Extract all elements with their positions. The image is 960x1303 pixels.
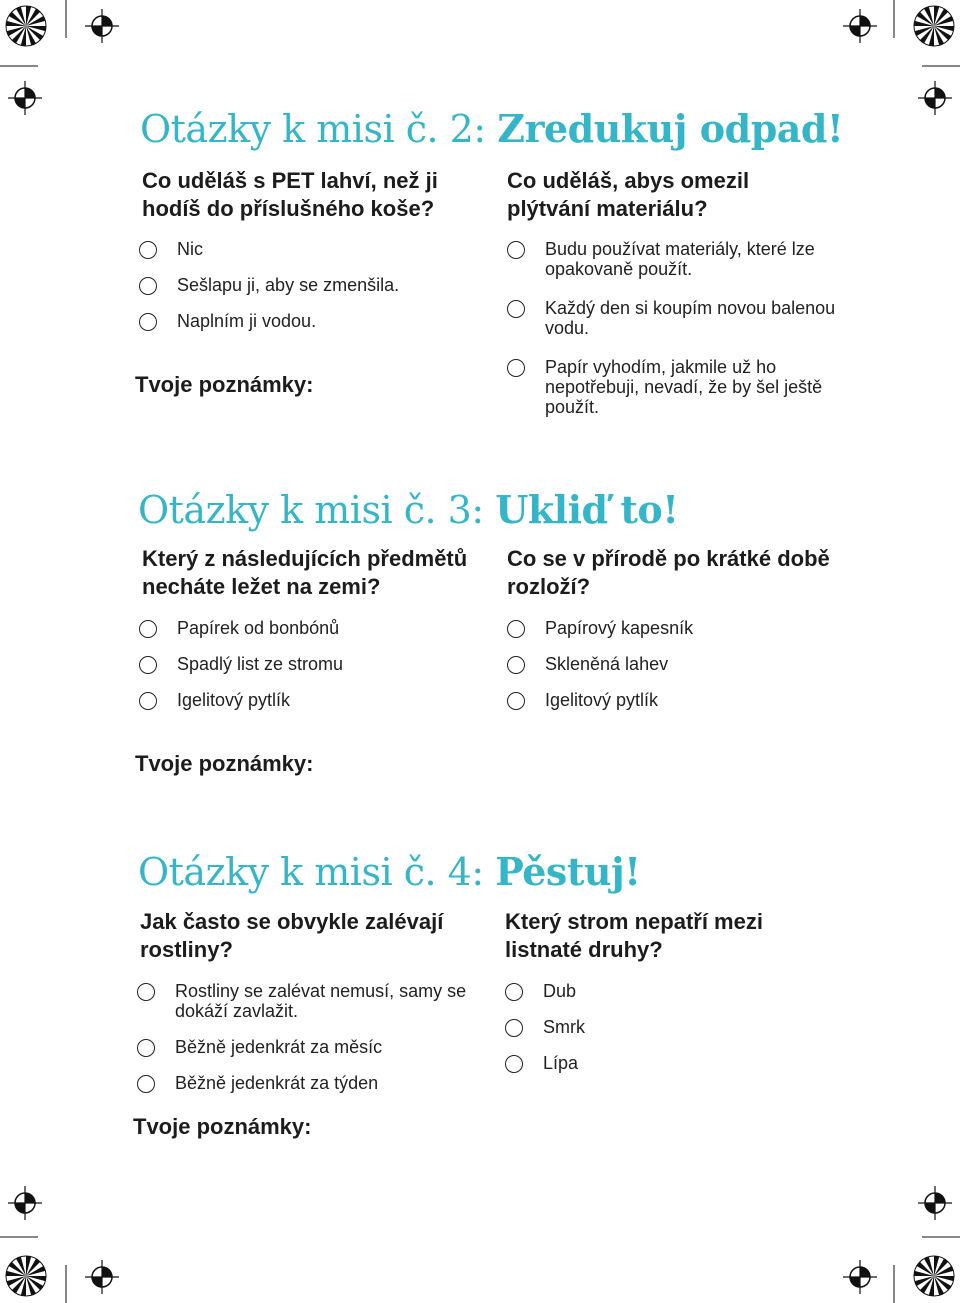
- radio-button[interactable]: [139, 277, 157, 295]
- radio-button[interactable]: [137, 983, 155, 1001]
- question-heading: Co se v přírodě po krátké době rozloží?: [507, 546, 830, 599]
- answer-label: Smrk: [543, 1017, 585, 1037]
- answer-option[interactable]: [139, 239, 469, 259]
- answer-option[interactable]: [139, 618, 469, 638]
- answer-label: Běžně jedenkrát za týden: [175, 1073, 379, 1093]
- answer-options: [137, 981, 497, 1093]
- radio-button[interactable]: [137, 1039, 155, 1057]
- mission-2-title: [140, 106, 843, 151]
- radio-button[interactable]: [505, 1055, 523, 1073]
- answer-label: Papír vyhodím, jakmile už ho nepotřebuji, nevadí, že by šel ještě použít.: [545, 357, 823, 417]
- answer-label: Spadlý list ze stromu: [177, 654, 344, 674]
- notes-label: Tvoje poznámky:: [135, 751, 314, 776]
- answer-label: Rostliny se zalévat nemusí, samy se dokáží zavlažit.: [175, 981, 467, 1021]
- answer-label: Běžně jedenkrát za měsíc: [175, 1037, 383, 1057]
- answer-label: Nic: [177, 239, 203, 259]
- answer-option[interactable]: [507, 618, 842, 638]
- answer-label: Sešlapu ji, aby se zmenšila.: [177, 275, 400, 295]
- radio-button[interactable]: [507, 620, 525, 638]
- radio-button[interactable]: [139, 241, 157, 259]
- answer-option[interactable]: [139, 654, 469, 674]
- answer-options: [507, 239, 842, 417]
- answer-option[interactable]: [139, 311, 469, 331]
- question-heading: Co uděláš s PET lahví, než ji hodíš do příslušného koše?: [142, 168, 438, 221]
- radio-button[interactable]: [139, 620, 157, 638]
- mission-4-title: [138, 849, 640, 894]
- answer-label: Igelitový pytlík: [177, 690, 291, 710]
- answer-option[interactable]: [505, 1053, 805, 1073]
- answer-label: Lípa: [543, 1053, 579, 1073]
- answer-option[interactable]: [507, 239, 842, 279]
- answer-option[interactable]: [137, 1073, 497, 1093]
- question-heading: Co uděláš, abys omezil plýtvání materiálu?: [507, 168, 750, 221]
- mission-title-accent: Zredukuj odpad!: [497, 106, 844, 151]
- answer-label: Každý den si koupím novou balenou vodu.: [545, 298, 836, 338]
- answer-label: Papírek od bonbónů: [177, 618, 340, 638]
- question-heading: Který strom nepatří mezi listnaté druhy?: [505, 909, 763, 962]
- answer-option[interactable]: [505, 981, 805, 1001]
- question-heading: Jak často se obvykle zalévají rostliny?: [140, 909, 444, 962]
- notes-label: Tvoje poznámky:: [133, 1114, 312, 1139]
- mission-title-prefix: Otázky k misi č. 2:: [140, 107, 498, 151]
- radio-button[interactable]: [139, 656, 157, 674]
- answer-option[interactable]: [507, 357, 842, 417]
- radio-button[interactable]: [507, 656, 525, 674]
- radio-button[interactable]: [507, 692, 525, 710]
- radio-button[interactable]: [505, 1019, 523, 1037]
- answer-label: Skleněná lahev: [545, 654, 669, 674]
- radio-button[interactable]: [139, 313, 157, 331]
- radio-button[interactable]: [507, 359, 525, 377]
- answer-option[interactable]: [137, 981, 497, 1021]
- notes-label: Tvoje poznámky:: [135, 372, 314, 397]
- answer-option[interactable]: [507, 654, 842, 674]
- radio-button[interactable]: [507, 300, 525, 318]
- mission-title-prefix: Otázky k misi č. 4:: [138, 850, 496, 894]
- question-heading: Který z následujících předmětů necháte ležet na zemi?: [142, 546, 468, 599]
- answer-option[interactable]: [507, 690, 842, 710]
- radio-button[interactable]: [139, 692, 157, 710]
- radio-button[interactable]: [505, 983, 523, 1001]
- answer-option[interactable]: [137, 1037, 497, 1057]
- answer-label: Dub: [543, 981, 577, 1001]
- answer-options: [505, 981, 805, 1073]
- answer-label: Igelitový pytlík: [545, 690, 659, 710]
- answer-label: Budu používat materiály, které lze opakovaně použít.: [545, 239, 815, 279]
- answer-option[interactable]: [139, 275, 469, 295]
- answer-label: Naplním ji vodou.: [177, 311, 317, 331]
- mission-3-title: [138, 487, 678, 532]
- answer-option[interactable]: [139, 690, 469, 710]
- mission-title-accent: Pěstuj!: [495, 849, 641, 894]
- answer-label: Papírový kapesník: [545, 618, 694, 638]
- radio-button[interactable]: [137, 1075, 155, 1093]
- mission-title-prefix: Otázky k misi č. 3:: [138, 488, 496, 532]
- answer-options: [507, 618, 842, 710]
- answer-option[interactable]: [507, 298, 842, 338]
- answer-options: [139, 239, 469, 331]
- answer-option[interactable]: [505, 1017, 805, 1037]
- radio-button[interactable]: [507, 241, 525, 259]
- mission-title-accent: Ukliď to!: [495, 487, 679, 532]
- answer-options: [139, 618, 469, 710]
